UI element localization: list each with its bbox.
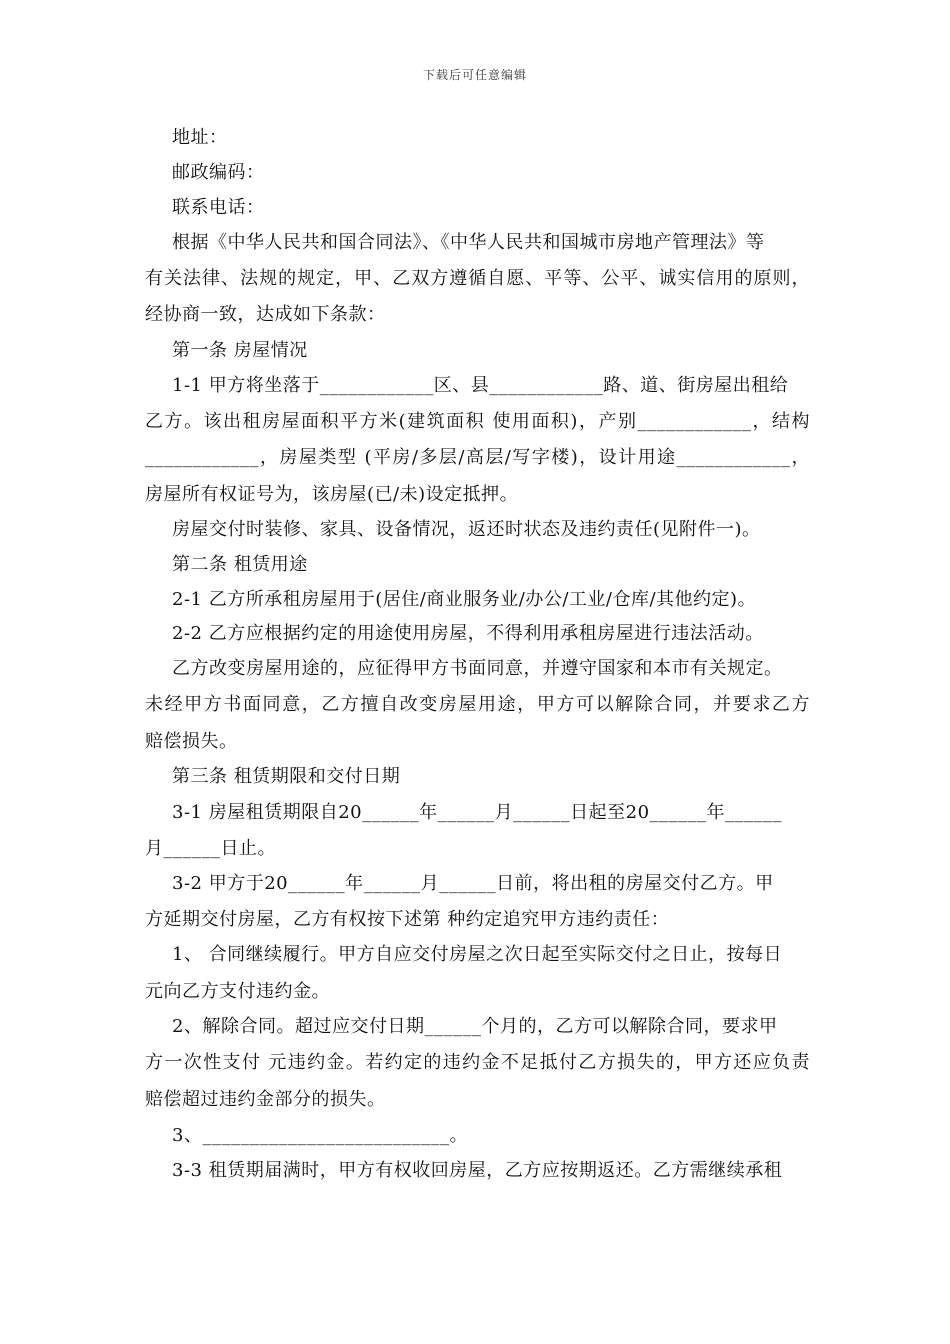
address-label: 地址：: [172, 127, 228, 148]
option-1-line: 1、 合同继续履行。甲方自应交付房屋之次日起至实际交付之日止，按每日: [172, 944, 783, 965]
option-2-line: 2、解除合同。超过应交付日期______个月的，乙方可以解除合同，要求甲: [172, 1016, 778, 1037]
clause-2-2-line: 2-2 乙方应根据约定的用途使用房屋，不得利用承租房屋进行违法活动。: [172, 623, 764, 644]
article-3-heading: 第三条 租赁期限和交付日期: [172, 766, 401, 787]
clause-1-1-line: 乙方。该出租房屋面积平方米(建筑面积 使用面积)，产别____________，结构: [145, 411, 810, 432]
preamble-line: 经协商一致，达成如下条款：: [145, 304, 386, 325]
clause-3-1-line: 3-1 房屋租赁期限自20______年______月______日起至20______年______: [172, 802, 783, 823]
clause-1-1-line: 1-1 甲方将坐落于____________区、县____________路、道、街房屋出租给: [172, 375, 789, 396]
option-2-line: 赔偿超过违约金部分的损失。: [145, 1089, 386, 1110]
postal-code-label: 邮政编码：: [172, 162, 265, 183]
preamble-line: 根据《中华人民共和国合同法》、《中华人民共和国城市房地产管理法》等: [172, 232, 765, 253]
clause-1-1-line: ____________，房屋类型 (平房/多层/高层/写字楼)，设计用途____________，: [145, 447, 810, 468]
clause-1-1-line: 房屋所有权证号为，该房屋(已/未)设定抵押。: [145, 484, 519, 505]
clause-3-2-line: 方延期交付房屋，乙方有权按下述第 种约定追究甲方违约责任：: [145, 909, 670, 930]
phone-label: 联系电话：: [172, 197, 265, 218]
preamble-line: 有关法律、法规的规定，甲、乙双方遵循自愿、平等、公平、诚实信用的原则，: [145, 268, 810, 289]
usage-change-line: 乙方改变房屋用途的，应征得甲方书面同意，并遵守国家和本市有关规定。: [172, 658, 783, 679]
article-2-heading: 第二条 租赁用途: [172, 554, 308, 575]
option-2-line: 方一次性支付 元违约金。若约定的违约金不足抵付乙方损失的，甲方还应负责: [145, 1052, 810, 1073]
clause-2-1-line: 2-1 乙方所承租房屋用于(居住/商业服务业/办公/工业/仓库/其他约定)。: [172, 589, 757, 610]
delivery-condition-line: 房屋交付时装修、家具、设备情况，返还时状态及违约责任(见附件一)。: [172, 519, 761, 540]
article-1-heading: 第一条 房屋情况: [172, 340, 308, 361]
clause-3-3-line: 3-3 租赁期届满时，甲方有权收回房屋，乙方应按期返还。乙方需继续承租: [172, 1160, 783, 1181]
option-1-line: 元向乙方支付违约金。: [145, 981, 330, 1002]
clause-3-2-line: 3-2 甲方于20______年______月______日前，将出租的房屋交付乙方。甲: [172, 873, 774, 894]
usage-change-line: 未经甲方书面同意，乙方擅自改变房屋用途，甲方可以解除合同，并要求乙方: [145, 694, 810, 715]
option-3-line: 3、__________________________。: [172, 1125, 468, 1146]
usage-change-line: 赔偿损失。: [145, 731, 238, 752]
page-header-note: 下载后可任意编辑: [422, 68, 527, 82]
clause-3-1-line: 月______日止。: [145, 838, 276, 859]
